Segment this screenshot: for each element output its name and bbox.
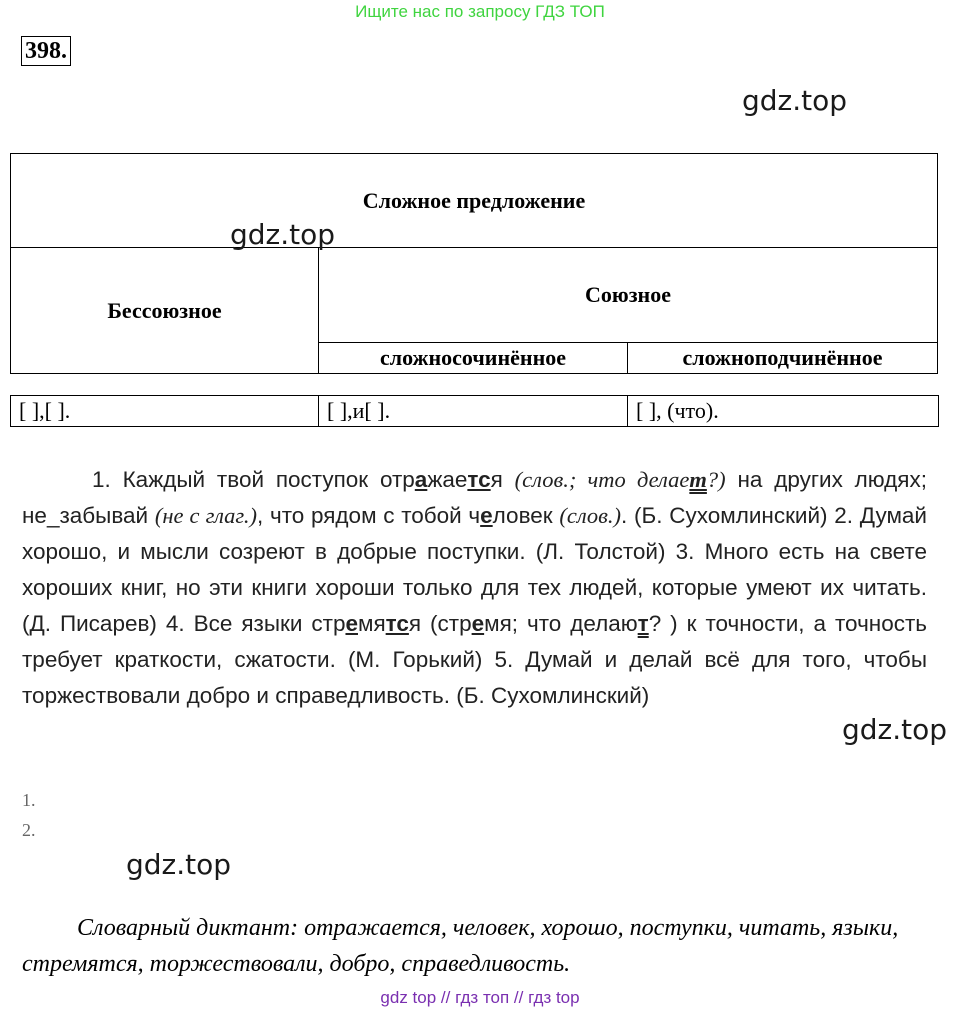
exercise-text: 1. Каждый твой поступок отражается (слов.; что делает?) на других людях; не_забывай (не с глаг.), что рядом с тобой человек (слов.). (Б. Сухомлинский) 2. Думай хорошо, и мысли созреют в добрые поступки. (Л. Толстой) 3. Много есть на свете хороших книг, но эти книги хороши только для тех людей, которые умеют их читать. (Д. Писарев) 4. Все языки стремятся (стремя; что делают? ) к точности, а точность требует краткости, сжатости. (М. Горький) 5. Думай и делай всё для того, чтобы торжествовали добро и справедливость. (Б. Сухомлинский) — [22, 467, 928, 708]
watermark: gdz.top — [742, 84, 848, 117]
slozhnopodchinennoe-cell: сложноподчинённое — [627, 342, 938, 374]
list-number-2: 2. — [22, 820, 36, 840]
watermark: gdz.top — [126, 848, 232, 881]
list-number-1: 1. — [22, 790, 36, 810]
footer-links[interactable]: gdz top // гдз топ // гдз top — [380, 988, 580, 1007]
watermark: gdz.top — [842, 713, 948, 746]
scheme-bessoyuznoe: [ ],[ ]. — [10, 395, 319, 427]
soyuznoe-cell: Союзное — [318, 247, 938, 343]
table-header: Сложное предложение — [10, 153, 938, 248]
scheme-slozhnosochinennoe: [ ],и[ ]. — [318, 395, 628, 427]
exercise-number: 398. — [21, 36, 71, 66]
slozhnosochinennoe-cell: сложносочинённое — [318, 342, 628, 374]
bessoyuznoe-cell: Бессоюзное — [10, 247, 319, 374]
vocabulary-dictation: Словарный диктант: отражается, человек, хорошо, поступки, читать, языки, стремятся, торжествовали, добро, справедливость. — [22, 915, 899, 977]
scheme-slozhnopodchinennoe: [ ], (что). — [627, 395, 939, 427]
watermark: gdz.top — [230, 218, 336, 251]
search-banner[interactable]: Ищите нас по запросу ГДЗ ТОП — [355, 2, 605, 21]
